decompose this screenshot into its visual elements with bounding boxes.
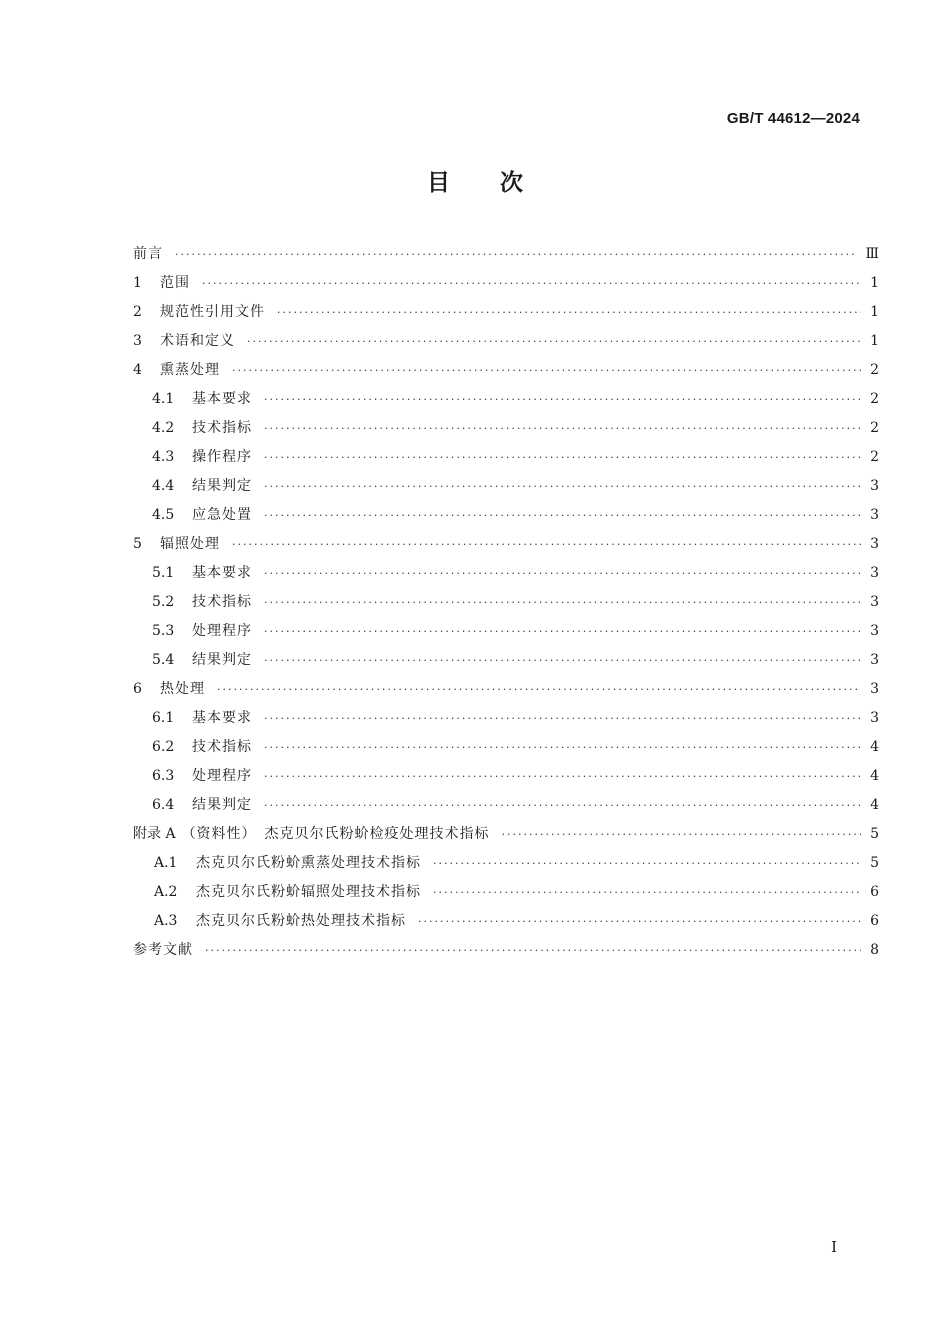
toc-entry-page: 2 — [870, 420, 879, 436]
toc-leader-dots — [232, 356, 861, 385]
toc-leader-dots — [264, 414, 861, 443]
toc-entry-page: 4 — [870, 797, 879, 813]
toc-entry-page: 8 — [870, 942, 879, 958]
toc-entry-title: 范围 — [160, 275, 190, 291]
toc-leader-dots — [433, 878, 861, 907]
toc-leader-dots — [433, 849, 861, 878]
toc-entry-number: 5.3 — [152, 623, 175, 639]
toc-entry-title: 技术指标 — [192, 420, 252, 436]
toc-entry-page: 3 — [870, 623, 879, 639]
toc-leader-dots — [264, 559, 861, 588]
toc-entry-page: 5 — [870, 826, 879, 842]
toc-entry-title: 基本要求 — [192, 391, 252, 407]
toc-entry[interactable] — [133, 646, 879, 675]
toc-entry-title: 基本要求 — [192, 710, 252, 726]
toc-entry-title: 应急处置 — [192, 507, 252, 523]
toc-entry-title: 辐照处理 — [160, 536, 220, 552]
toc-entry-page: 3 — [870, 507, 879, 523]
toc-entry-page: 1 — [870, 333, 879, 349]
toc-entry-page: 3 — [870, 681, 879, 697]
toc-entry[interactable] — [133, 240, 879, 269]
toc-leader-dots — [264, 762, 861, 791]
toc-entry-title: 技术指标 — [192, 739, 252, 755]
toc-entry-title: 热处理 — [160, 681, 205, 697]
toc-leader-dots — [418, 907, 861, 936]
toc-leader-dots — [232, 530, 861, 559]
toc-entry-title: 杰克贝尔氏粉蚧熏蒸处理技术指标 — [196, 855, 421, 871]
toc-entry-number: 附录 A — [133, 826, 176, 842]
toc-entry-title: 处理程序 — [192, 623, 252, 639]
toc-entry-number: A.1 — [154, 855, 178, 871]
toc-entry[interactable] — [133, 704, 879, 733]
toc-entry-title: 参考文献 — [133, 942, 193, 958]
toc-entry-number: 6.2 — [152, 739, 175, 755]
toc-entry-page: 1 — [870, 304, 879, 320]
toc-entry-number: A.2 — [154, 884, 178, 900]
toc-entry-number: 3 — [133, 333, 142, 349]
toc-entry-title: 杰克贝尔氏粉蚧热处理技术指标 — [196, 913, 406, 929]
toc-entry-page: 2 — [870, 391, 879, 407]
toc-entry-number: 1 — [133, 275, 142, 291]
toc-entry-page: 3 — [870, 536, 879, 552]
toc-leader-dots — [205, 936, 861, 965]
toc-entry-title: 技术指标 — [192, 594, 252, 610]
toc-entry-page: 6 — [870, 884, 879, 900]
toc-entry[interactable] — [133, 501, 879, 530]
toc-entry[interactable] — [133, 530, 879, 559]
toc-entry-title: 熏蒸处理 — [160, 362, 220, 378]
toc-entry-number: 4 — [133, 362, 142, 378]
toc-leader-dots — [264, 704, 861, 733]
toc-entry-title: 结果判定 — [192, 652, 252, 668]
toc-entry-number: 5 — [133, 536, 142, 552]
toc-entry-title: 前言 — [133, 246, 163, 262]
toc-entry-title: 规范性引用文件 — [160, 304, 265, 320]
toc-entry-number: 6 — [133, 681, 142, 697]
toc-leader-dots — [175, 240, 857, 269]
toc-leader-dots — [264, 588, 861, 617]
toc-entry-title: 术语和定义 — [160, 333, 235, 349]
toc-entry[interactable] — [133, 356, 879, 385]
toc-entry-number: 5.4 — [152, 652, 175, 668]
table-of-contents — [133, 240, 879, 965]
toc-entry-page: Ⅲ — [865, 246, 879, 262]
toc-entry-page: 6 — [870, 913, 879, 929]
toc-entry-title: 操作程序 — [192, 449, 252, 465]
toc-leader-dots — [202, 269, 861, 298]
toc-entry[interactable] — [133, 385, 879, 414]
toc-entry-number: A.3 — [154, 913, 178, 929]
toc-entry[interactable] — [133, 878, 879, 907]
toc-leader-dots — [264, 646, 861, 675]
toc-leader-dots — [502, 820, 861, 849]
toc-entry-number: 2 — [133, 304, 142, 320]
toc-leader-dots — [264, 791, 861, 820]
toc-entry-title: 结果判定 — [192, 797, 252, 813]
toc-entry[interactable] — [133, 762, 879, 791]
toc-entry[interactable] — [133, 559, 879, 588]
toc-entry-page: 1 — [870, 275, 879, 291]
toc-entry-title: 基本要求 — [192, 565, 252, 581]
toc-entry[interactable] — [133, 849, 879, 878]
toc-entry-number: 4.5 — [152, 507, 175, 523]
toc-entry-page: 5 — [870, 855, 879, 871]
toc-entry-title: （资料性） 杰克贝尔氏粉蚧检疫处理技术指标 — [181, 826, 490, 842]
toc-entry-page: 3 — [870, 478, 879, 494]
toc-entry-title: 结果判定 — [192, 478, 252, 494]
toc-leader-dots — [277, 298, 861, 327]
toc-entry-page: 2 — [870, 362, 879, 378]
toc-entry-title: 处理程序 — [192, 768, 252, 784]
toc-entry-number: 4.4 — [152, 478, 175, 494]
toc-leader-dots — [217, 675, 861, 704]
toc-entry-number: 6.4 — [152, 797, 175, 813]
toc-entry[interactable] — [133, 791, 879, 820]
toc-entry[interactable] — [133, 327, 879, 356]
toc-entry-number: 4.2 — [152, 420, 175, 436]
toc-entry[interactable] — [133, 298, 879, 327]
toc-entry[interactable] — [133, 617, 879, 646]
toc-entry[interactable] — [133, 472, 879, 501]
toc-entry-page: 4 — [870, 768, 879, 784]
toc-title: 目次 — [427, 170, 573, 196]
toc-leader-dots — [264, 617, 861, 646]
toc-entry-number: 6.1 — [152, 710, 175, 726]
page-number: Ⅰ — [831, 1238, 837, 1256]
toc-leader-dots — [264, 501, 861, 530]
toc-entry-number: 6.3 — [152, 768, 175, 784]
toc-leader-dots — [247, 327, 861, 356]
toc-leader-dots — [264, 472, 861, 501]
toc-entry-page: 3 — [870, 652, 879, 668]
toc-entry[interactable] — [133, 269, 879, 298]
toc-entry-title: 杰克贝尔氏粉蚧辐照处理技术指标 — [196, 884, 421, 900]
toc-entry[interactable] — [133, 675, 879, 704]
toc-entry[interactable] — [133, 907, 879, 936]
standard-number: GB/T 44612—2024 — [726, 110, 860, 127]
toc-leader-dots — [264, 385, 861, 414]
toc-entry-page: 3 — [870, 594, 879, 610]
toc-entry-page: 4 — [870, 739, 879, 755]
toc-entry[interactable] — [133, 443, 879, 472]
toc-entry-page: 3 — [870, 565, 879, 581]
toc-entry-page: 2 — [870, 449, 879, 465]
toc-entry-page: 3 — [870, 710, 879, 726]
toc-entry-number: 4.3 — [152, 449, 175, 465]
toc-entry[interactable] — [133, 588, 879, 617]
toc-leader-dots — [264, 733, 861, 762]
toc-entry[interactable] — [133, 936, 879, 965]
toc-entry-number: 5.1 — [152, 565, 175, 581]
toc-entry-number: 5.2 — [152, 594, 175, 610]
toc-entry[interactable] — [133, 820, 879, 849]
toc-entry[interactable] — [133, 733, 879, 762]
toc-entry[interactable] — [133, 414, 879, 443]
toc-leader-dots — [264, 443, 861, 472]
toc-entry-number: 4.1 — [152, 391, 175, 407]
